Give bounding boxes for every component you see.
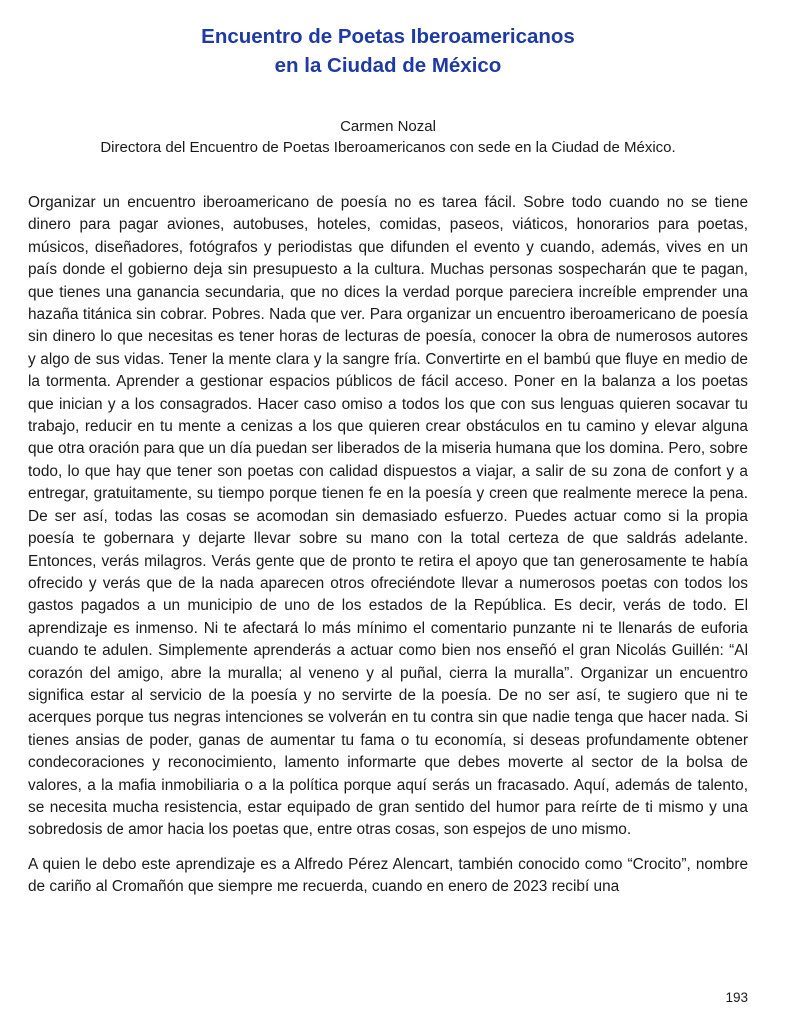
page-title xyxy=(0,22,776,80)
author-role: Directora del Encuentro de Poetas Iberoamericanos con sede en la Ciudad de México. xyxy=(100,139,676,156)
title-line-2: en la Ciudad de México xyxy=(274,54,502,77)
author-name: Carmen Nozal xyxy=(340,118,436,135)
paragraph-2: A quien le debo este aprendizaje es a Alfredo Pérez Alencart, también conocido como “Crocito”, nombre de cariño al Cromañón que siempre me recuerda, cuando en enero de 2023 recibí una xyxy=(28,855,748,896)
title-line-1: Encuentro de Poetas Iberoamericanos xyxy=(201,25,575,48)
author-block xyxy=(0,116,776,158)
article-body xyxy=(28,192,748,911)
paragraph-1: Organizar un encuentro iberoamericano de poesía no es tarea fácil. Sobre todo cuando no se tiene dinero para pagar aviones, autobuses, hoteles, comidas, paseos, viáticos, honorarios para poetas, músicos, diseñadores, fotógrafos y periodistas que difunden el evento y cuando, además, vives en un país donde el gobierno deja sin presupuesto a la cultura. Muchas personas sospecharán que te pagan, que tienes una ganancia secundaria, que no dices la verdad porque pareciera increíble emprender una hazaña titánica sin cobrar. Pobres. Nada que ver. Para organizar un encuentro iberoamericano de poesía sin dinero lo que necesitas es tener horas de lecturas de poesía, conocer la obra de numerosos autores y algo de sus vidas. Tener la mente clara y la sangre fría. Convertirte en el bambú que fluye en medio de la tormenta. Aprender a gestionar espacios públicos de fácil acceso. Poner en la balanza a los poetas que inician y a los consagrados. Hacer caso omiso a todos los que con sus lenguas quieren socavar tu trabajo, reducir en tu mente a cenizas a los que quieren crear obstáculos en tu camino y elevar alguna que otra oración para que un día puedan ser liberados de la miseria humana que los domina. Pero, sobre todo, lo que hay que tener son poetas con calidad dispuestos a viajar, a salir de su zona de confort y a entregar, gratuitamente, su tiempo porque tienen fe en la poesía y creen que realmente merece la pena. De ser así, todas las cosas se acomodan sin demasiado esfuerzo. Puedes actuar como si la propia poesía te gobernara y dejarte llevar sobre su mano con la total certeza de que saldrás adelante. Entonces, verás milagros. Verás gente que de pronto te retira el apoyo que tan generosamente te había ofrecido y verás que de la nada aparecen otros ofreciéndote llevar a numerosos poetas con todos los gastos pagados a un municipio de uno de los estados de la República. Es decir, verás de todo. El aprendizaje es inmenso. Ni te afectará lo más mínimo el comentario punzante ni te llenarás de euforia cuando te adulen. Simplemente aprenderás a actuar como bien nos enseñó el gran Nicolás Guillén: “Al corazón del amigo, abre la muralla; al veneno y al puñal, cierra la muralla”. Organizar un encuentro significa estar al servicio de la poesía y no servirte de la poesía. De no ser así, te sugiero que ni te acerques porque tus negras intenciones se volverán en tu contra sin que nadie tenga que hacer nada. Si tienes ansias de poder, ganas de aumentar tu fama o tu economía, si deseas profundamente obtener condecoraciones y reconocimiento, lamento informarte que debes moverte al sector de la bolsa de valores, a la mafia inmobiliaria o a la política porque aquí serás un fracasado. Aquí, además de talento, se necesita mucha resistencia, estar equipado de gran sentido del humor para reírte de ti mismo y una sobredosis de amor hacia los poetas que, entre otras cosas, son espejos de uno mismo. xyxy=(28,194,748,839)
page-number: 193 xyxy=(725,990,748,1005)
